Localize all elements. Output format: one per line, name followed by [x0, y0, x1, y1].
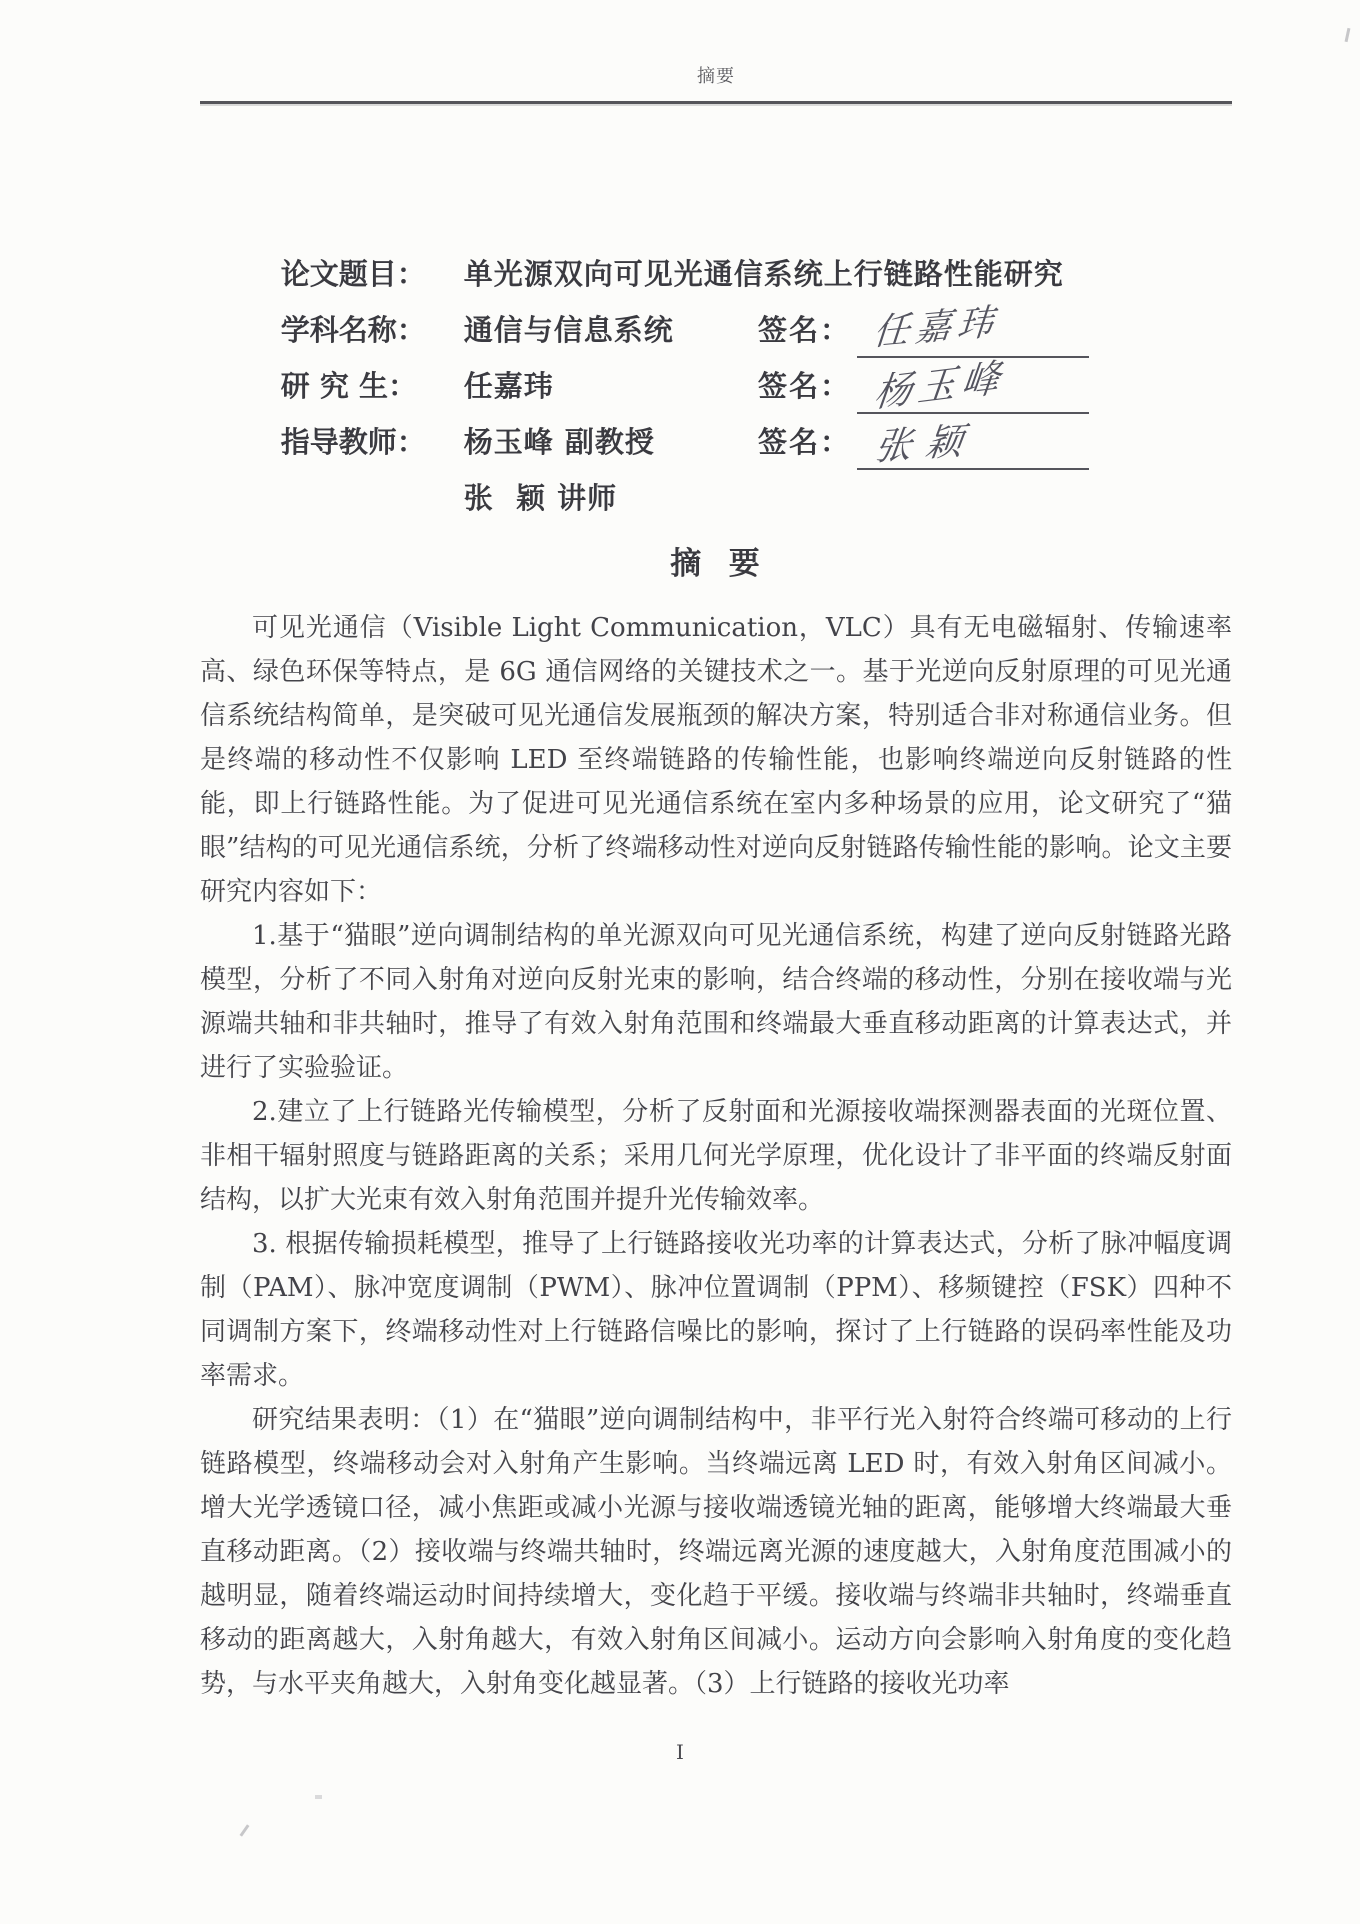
supervisor-2-signature-label: 签名： [758, 425, 852, 459]
supervisor-1-name: 杨玉峰 副教授 [463, 425, 655, 459]
thesis-title-label: 论文题目： [280, 257, 426, 291]
abstract-paragraph-1: 可见光通信（Visible Light Communication，VLC）具有无电磁辐射、传输速率高、绿色环保等特点，是 6G 通信网络的关键技术之一。基于光逆向反射原理的可见光通信系统结构简单，是突破可见光通信发展瓶颈的解决方案，特别适合非对称通信业务。但是终端的移动性不仅影响 LED 至终端链路的传输性能，也影响终端逆向反射链路的性能，即上行链路性能。为了促进可见光通信系统在室内多种场景的应用，论文研究了“猫眼”结构的可见光通信系统，分析了终端移动性对逆向反射链路传输性能的影响。论文主要研究内容如下： [200, 613, 1232, 907]
title-row-supervisor-2 [200, 414, 1232, 515]
abstract-heading: 摘 要 [670, 546, 762, 582]
abstract-paragraph-2: 1.基于“猫眼”逆向调制结构的单光源双向可见光通信系统，构建了逆向反射链路光路模型，分析了不同入射角对逆向反射光束的影响，结合终端的移动性，分别在接收端与光源端共轴和非共轴时，推导了有效入射角范围和终端最大垂直移动距离的计算表达式，并进行了实验验证。 [200, 921, 1232, 1083]
title-block [200, 190, 1232, 515]
abstract-paragraph-3: 2.建立了上行链路光传输模型，分析了反射面和光源接收端探测器表面的光斑位置、非相干辐射照度与链路距离的关系；采用几何光学原理，优化设计了非平面的终端反射面结构，以扩大光束有效入射角范围并提升光传输效率。 [200, 1097, 1232, 1215]
scan-artifact [315, 1795, 322, 1799]
running-header [200, 62, 1232, 104]
supervisor-2-signature-line [857, 418, 1089, 470]
supervisor-1-signature-label: 签名： [758, 369, 852, 403]
supervisor-1-handwritten-signature: 杨玉峰 [871, 354, 1009, 416]
abstract-body [200, 606, 1232, 1706]
student-signature-line [857, 301, 1089, 358]
student-label: 研 究 生： [280, 369, 417, 403]
discipline-value: 通信与信息系统 [463, 313, 674, 347]
abstract-paragraph-5: 研究结果表明：（1）在“猫眼”逆向调制结构中，非平行光入射符合终端可移动的上行链路模型，终端移动会对入射角产生影响。当终端远离 LED 时，有效入射角区间减小。增大光学透镜口径，减小焦距或减小光源与接收端透镜光轴的距离，能够增大终端最大垂直移动距离。（2）接收端与终端共轴时，终端远离光源的速度越大，入射角度范围减小的越明显，随着终端运动时间持续增大，变化趋于平缓。接收端与终端非共轴时，终端垂直移动的距离越大，入射角越大，有效入射角区间减小。运动方向会影响入射角度的变化趋势，与水平夹角越大，入射角变化越显著。（3）上行链路的接收光功率 [200, 1405, 1232, 1699]
student-name: 任嘉玮 [463, 369, 554, 403]
discipline-label: 学科名称： [280, 313, 426, 347]
scan-artifact [1345, 28, 1351, 42]
supervisor-1-signature-group [758, 354, 1089, 416]
running-header-text: 摘要 [697, 66, 735, 87]
abstract-paragraph-4: 3. 根据传输损耗模型，推导了上行链路接收光功率的计算表达式，分析了脉冲幅度调制（PAM）、脉冲宽度调制（PWM）、脉冲位置调制（PPM）、移频键控（FSK）四种不同调制方案下，终端移动性对上行链路信噪比的影响，探讨了上行链路的误码率性能及功率需求。 [200, 1229, 1232, 1391]
student-signature-label: 签名： [758, 313, 852, 347]
page-number: I [676, 1740, 684, 1764]
title-row-thesis-title [200, 190, 1232, 291]
supervisor-label: 指导教师： [280, 425, 426, 459]
student-handwritten-signature: 任嘉玮 [871, 301, 1001, 354]
supervisor-2-name: 张 颖 讲师 [463, 481, 618, 515]
thesis-title-value: 单光源双向可见光通信系统上行链路性能研究 [463, 257, 1064, 291]
supervisor-1-signature-line [857, 354, 1089, 416]
supervisor-2-signature-group [758, 414, 1089, 470]
supervisor-2-handwritten-signature: 张颖 [872, 418, 980, 469]
student-signature-group [758, 302, 1089, 358]
scan-artifact [240, 1824, 250, 1836]
